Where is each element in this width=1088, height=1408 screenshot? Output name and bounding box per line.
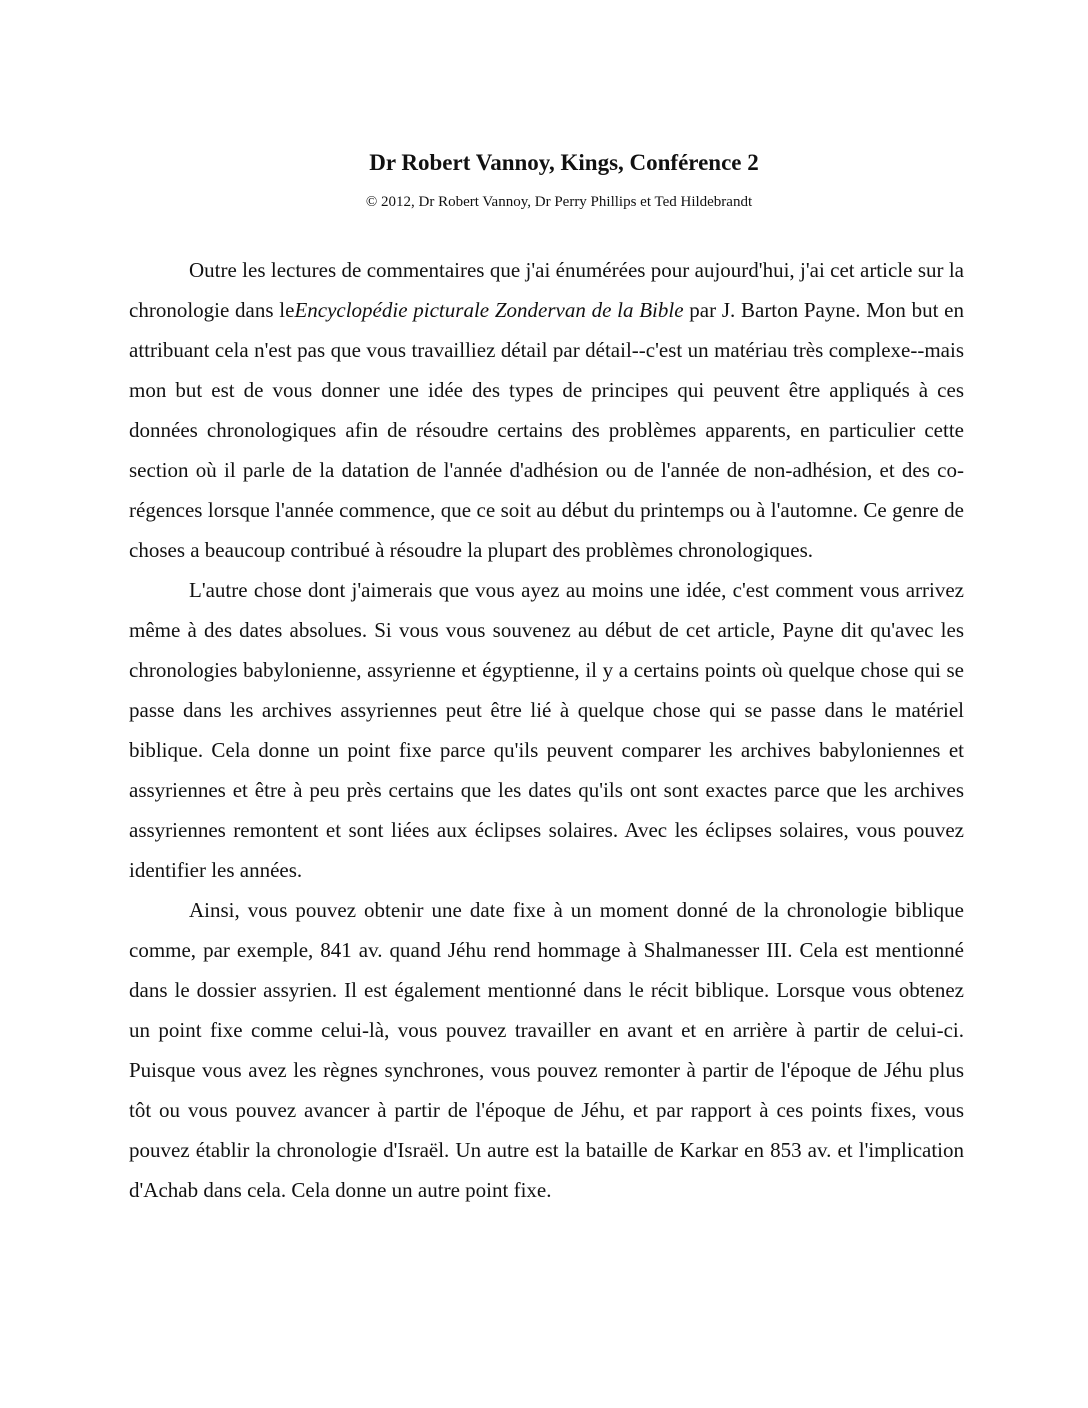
paragraph-1 — [129, 250, 964, 570]
paragraph-1-text-end: par J. Barton Payne. Mon but en attribuant cela n'est pas que vous travailliez détail par détail--c'est un matériau très complexe--mais mon but est de vous donner une idée des types de principes qui peuvent être appliqués à ces données chronologiques afin de résoudre certains des problèmes apparents, en particulier cette section où il parle de la datation de l'année d'adhésion ou de l'année de non-adhésion, et des co-régences lorsque l'année commence, que ce soit au début du printemps ou à l'automne. Ce genre de choses a beaucoup contribué à résoudre la plupart des problèmes chronologiques. — [129, 298, 965, 562]
book-title-italic: Encyclopédie picturale Zondervan de la Bible — [294, 298, 684, 322]
paragraph-3: Ainsi, vous pouvez obtenir une date fixe à un moment donné de la chronologie biblique comme, par exemple, 841 av. quand Jéhu rend hommage à Shalmanesser III. Cela est mentionné dans le dossier assyrien. Il est également mentionné dans le récit biblique. Lorsque vous obtenez un point fixe comme celui-là, vous pouvez travailler en avant et en arrière à partir de celui-ci. Puisque vous avez les règnes synchrones, vous pouvez remonter à partir de l'époque de Jéhu plus tôt ou vous pouvez avancer à partir de l'époque de Jéhu, et par rapport à ces points fixes, vous pouvez établir la chronologie d'Israël. Un autre est la bataille de Karkar en 853 av. et l'implication d'Achab dans cela. Cela donne un autre point fixe. — [129, 898, 964, 1202]
body-text — [129, 250, 964, 1210]
page-title: Dr Robert Vannoy, Kings, Conférence 2 — [369, 150, 759, 175]
paragraph-2: L'autre chose dont j'aimerais que vous ayez au moins une idée, c'est comment vous arrivez même à des dates absolues. Si vous vous souvenez au début de cet article, Payne dit qu'avec les chronologies babylonienne, assyrienne et égyptienne, il y a certains points où quelque chose qui se passe dans les archives assyriennes peut être lié à quelque chose qui se passe dans le matériel biblique. Cela donne un point fixe parce qu'ils peuvent comparer les archives babyloniennes et assyriennes et être à peu près certains que les dates qu'ils ont sont exactes parce que les archives assyriennes remontent et sont liées aux éclipses solaires. Avec les éclipses solaires, vous pouvez identifier les années. — [129, 578, 964, 882]
copyright-line: © 2012, Dr Robert Vannoy, Dr Perry Phillips et Ted Hildebrandt — [365, 194, 753, 210]
paragraph-1-text-start: Outre les lectures de commentaires que j'ai énumérées pour aujourd'hui, j'ai cet article sur la chronologie dans le — [129, 258, 964, 322]
